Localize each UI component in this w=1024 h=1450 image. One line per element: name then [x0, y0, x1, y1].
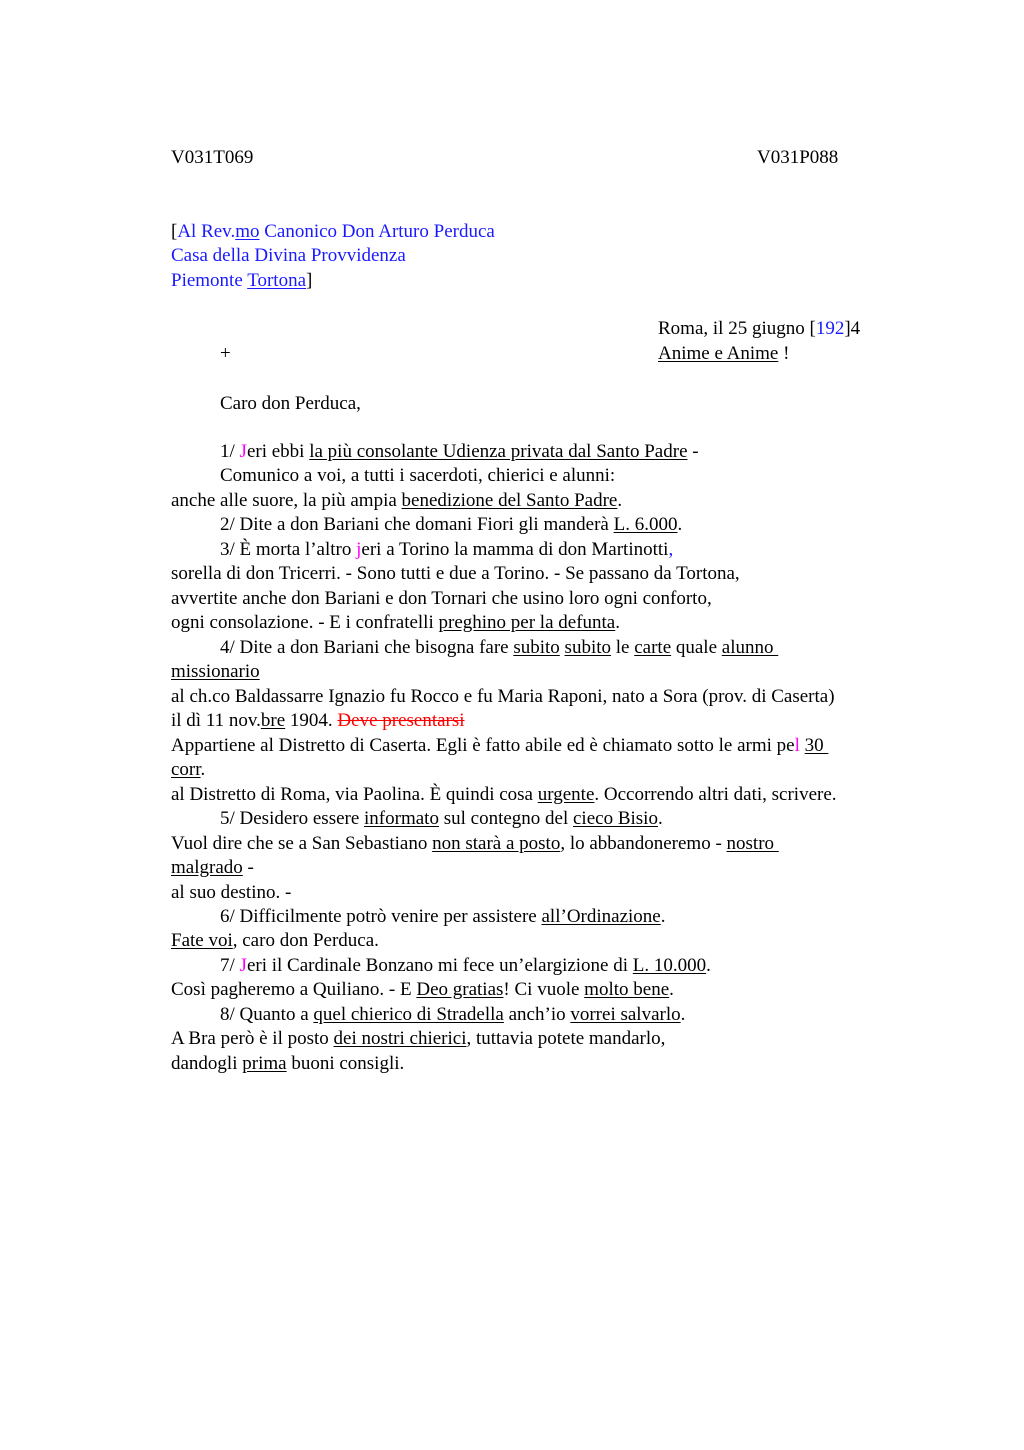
- body-line: ogni consolazione. - E i confratelli preghino per la defunta.: [171, 612, 620, 633]
- body-line: 8/ Quanto a quel chierico di Stradella anch’io vorrei salvarlo.: [220, 1004, 686, 1025]
- body-line: 2/ Dite a don Bariani che domani Fiori gli manderà L. 6.000.: [220, 514, 683, 535]
- body-line: avvertite anche don Bariani e don Tornari che usino loro ogni conforto,: [171, 588, 712, 609]
- salutation: Caro don Perduca,: [220, 393, 361, 414]
- body-line: missionario: [171, 661, 260, 682]
- body-line: al ch.co Baldassarre Ignazio fu Rocco e fu Maria Raponi, nato a Sora (prov. di Caserta): [171, 686, 835, 707]
- body-line: Fate voi, caro don Perduca.: [171, 930, 379, 951]
- document-code-right: V031P088: [757, 147, 839, 168]
- body-line: al Distretto di Roma, via Paolina. È quindi cosa urgente. Occorrendo altri dati, scrivere.: [171, 784, 837, 805]
- body-line: sorella di don Tricerri. - Sono tutti e due a Torino. - Se passano da Tortona,: [171, 563, 740, 584]
- body-line: dandogli prima buoni consigli.: [171, 1053, 405, 1074]
- body-line: al suo destino. -: [171, 882, 292, 903]
- dateline: Roma, il 25 giugno [192]4: [658, 318, 861, 339]
- body-line: il dì 11 nov.bre 1904. Deve presentarsi: [171, 710, 465, 731]
- address-line-2: Casa della Divina Provvidenza: [171, 245, 406, 266]
- body-line: anche alle suore, la più ampia benedizione del Santo Padre.: [171, 490, 623, 511]
- body-line: Vuol dire che se a San Sebastiano non starà a posto, lo abbandoneremo - nostro: [171, 833, 779, 854]
- body-line: malgrado -: [171, 857, 254, 878]
- body-line: corr.: [171, 759, 206, 780]
- motto: Anime e Anime !: [658, 343, 790, 364]
- body-line: Così pagheremo a Quiliano. - E Deo gratias! Ci vuole molto bene.: [171, 979, 674, 1000]
- body-line: 5/ Desidero essere informato sul contegno del cieco Bisio.: [220, 808, 663, 829]
- body-line: 6/ Difficilmente potrò venire per assistere all’Ordinazione.: [220, 906, 666, 927]
- body-line: Appartiene al Distretto di Caserta. Egli è fatto abile ed è chiamato sotto le armi pel 30: [171, 735, 829, 756]
- document-code-left: V031T069: [171, 147, 254, 168]
- body-line: 1/ Jeri ebbi la più consolante Udienza privata dal Santo Padre -: [220, 441, 699, 462]
- address-line-1: [Al Rev.mo Canonico Don Arturo Perduca: [171, 221, 495, 242]
- body-line: 4/ Dite a don Bariani che bisogna fare subito subito le carte quale alunno: [220, 637, 779, 658]
- body-line: Comunico a voi, a tutti i sacerdoti, chierici e alunni:: [220, 465, 616, 486]
- body-line: 7/ Jeri il Cardinale Bonzano mi fece un’elargizione di L. 10.000.: [220, 955, 711, 976]
- cross-mark: +: [220, 343, 231, 364]
- address-line-3: Piemonte Tortona]: [171, 270, 313, 291]
- body-line: A Bra però è il posto dei nostri chierici, tuttavia potete mandarlo,: [171, 1028, 666, 1049]
- body-line: 3/ È morta l’altro jeri a Torino la mamma di don Martinotti,: [220, 539, 674, 560]
